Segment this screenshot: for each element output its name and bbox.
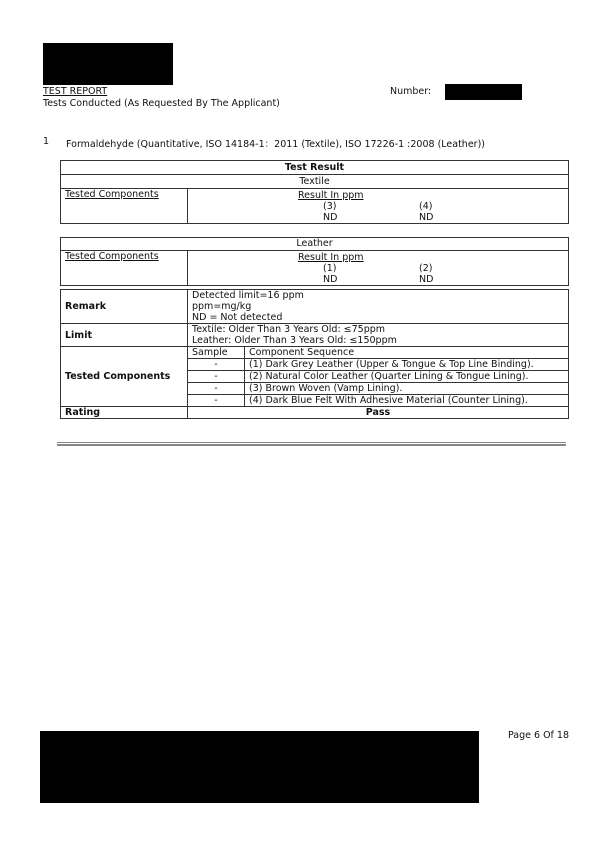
leather-result-table bbox=[60, 237, 569, 286]
section-divider bbox=[57, 442, 566, 443]
textile-result-table bbox=[60, 160, 569, 224]
leather-subheading: Leather bbox=[61, 238, 569, 251]
leather-value-2: ND bbox=[419, 274, 434, 285]
remark-line-2: ppm=mg/kg bbox=[192, 301, 252, 312]
textile-col-3: (3) bbox=[323, 201, 337, 212]
rating-value: Pass bbox=[188, 407, 569, 419]
component-sequence-table bbox=[188, 347, 568, 406]
remark-cell bbox=[188, 290, 569, 324]
leather-value-1: ND bbox=[323, 274, 338, 285]
component-row bbox=[188, 359, 568, 371]
leather-result-in-ppm-label: Result In ppm bbox=[298, 252, 364, 263]
textile-col-4: (4) bbox=[419, 201, 433, 212]
report-title: TEST REPORT bbox=[43, 86, 108, 97]
tested-components-cell bbox=[61, 189, 188, 224]
remark-line-3: ND = Not detected bbox=[192, 312, 283, 323]
textile-value-4: ND bbox=[419, 212, 434, 223]
textile-value-3: ND bbox=[323, 212, 338, 223]
remark-line-1: Detected limit=16 ppm bbox=[192, 290, 304, 301]
leather-col-1: (1) bbox=[323, 263, 337, 274]
sample-cell: - bbox=[188, 383, 245, 395]
redacted-report-number bbox=[445, 84, 522, 100]
sequence-cell: (2) Natural Color Leather (Quarter Lining & Tongue Lining). bbox=[245, 371, 569, 383]
section-title: Formaldehyde (Quantitative, ISO 14184-1：2011 (Textile), ISO 17226-1 :2008 (Leather)) bbox=[66, 139, 485, 150]
section-divider-thick bbox=[57, 444, 566, 446]
result-in-ppm-label: Result In ppm bbox=[298, 190, 364, 201]
tests-conducted: Tests Conducted (As Requested By The Applicant) bbox=[43, 98, 280, 109]
details-table bbox=[60, 289, 569, 419]
leather-col-2: (2) bbox=[419, 263, 433, 274]
remark-label: Remark bbox=[61, 290, 188, 324]
sequence-header: Component Sequence bbox=[249, 347, 355, 358]
component-sequence-cell bbox=[188, 347, 569, 407]
number-label: Number: bbox=[390, 86, 432, 97]
leather-components-cell bbox=[61, 251, 188, 286]
textile-subheading: Textile bbox=[61, 175, 569, 189]
redacted-footer bbox=[40, 731, 479, 803]
sample-header: Sample bbox=[188, 347, 245, 359]
section-index: 1 bbox=[43, 136, 50, 147]
sequence-cell: (1) Dark Grey Leather (Upper & Tongue & Top Line Binding). bbox=[245, 359, 569, 371]
test-result-heading: Test Result bbox=[61, 161, 569, 175]
sample-cell: - bbox=[188, 395, 245, 407]
component-row bbox=[188, 371, 568, 383]
leather-components-label: Tested Components bbox=[65, 251, 159, 262]
limit-line-leather: Leather: Older Than 3 Years Old: ≤150ppm bbox=[192, 335, 397, 346]
tested-components-details-label: Tested Components bbox=[61, 347, 188, 407]
limit-label: Limit bbox=[61, 324, 188, 347]
redacted-logo bbox=[43, 43, 173, 85]
tested-components-label: Tested Components bbox=[65, 189, 159, 200]
limit-line-textile: Textile: Older Than 3 Years Old: ≤75ppm bbox=[192, 324, 386, 335]
sequence-cell: (4) Dark Blue Felt With Adhesive Material (Counter Lining). bbox=[245, 395, 569, 407]
rating-label: Rating bbox=[61, 407, 188, 419]
sequence-cell: (3) Brown Woven (Vamp Lining). bbox=[245, 383, 569, 395]
sample-cell: - bbox=[188, 371, 245, 383]
sample-cell: - bbox=[188, 359, 245, 371]
textile-result-cell bbox=[188, 189, 569, 224]
limit-cell bbox=[188, 324, 569, 347]
leather-result-cell bbox=[188, 251, 569, 286]
page-number: Page 6 Of 18 bbox=[508, 730, 570, 741]
component-row bbox=[188, 383, 568, 395]
component-row bbox=[188, 395, 568, 407]
